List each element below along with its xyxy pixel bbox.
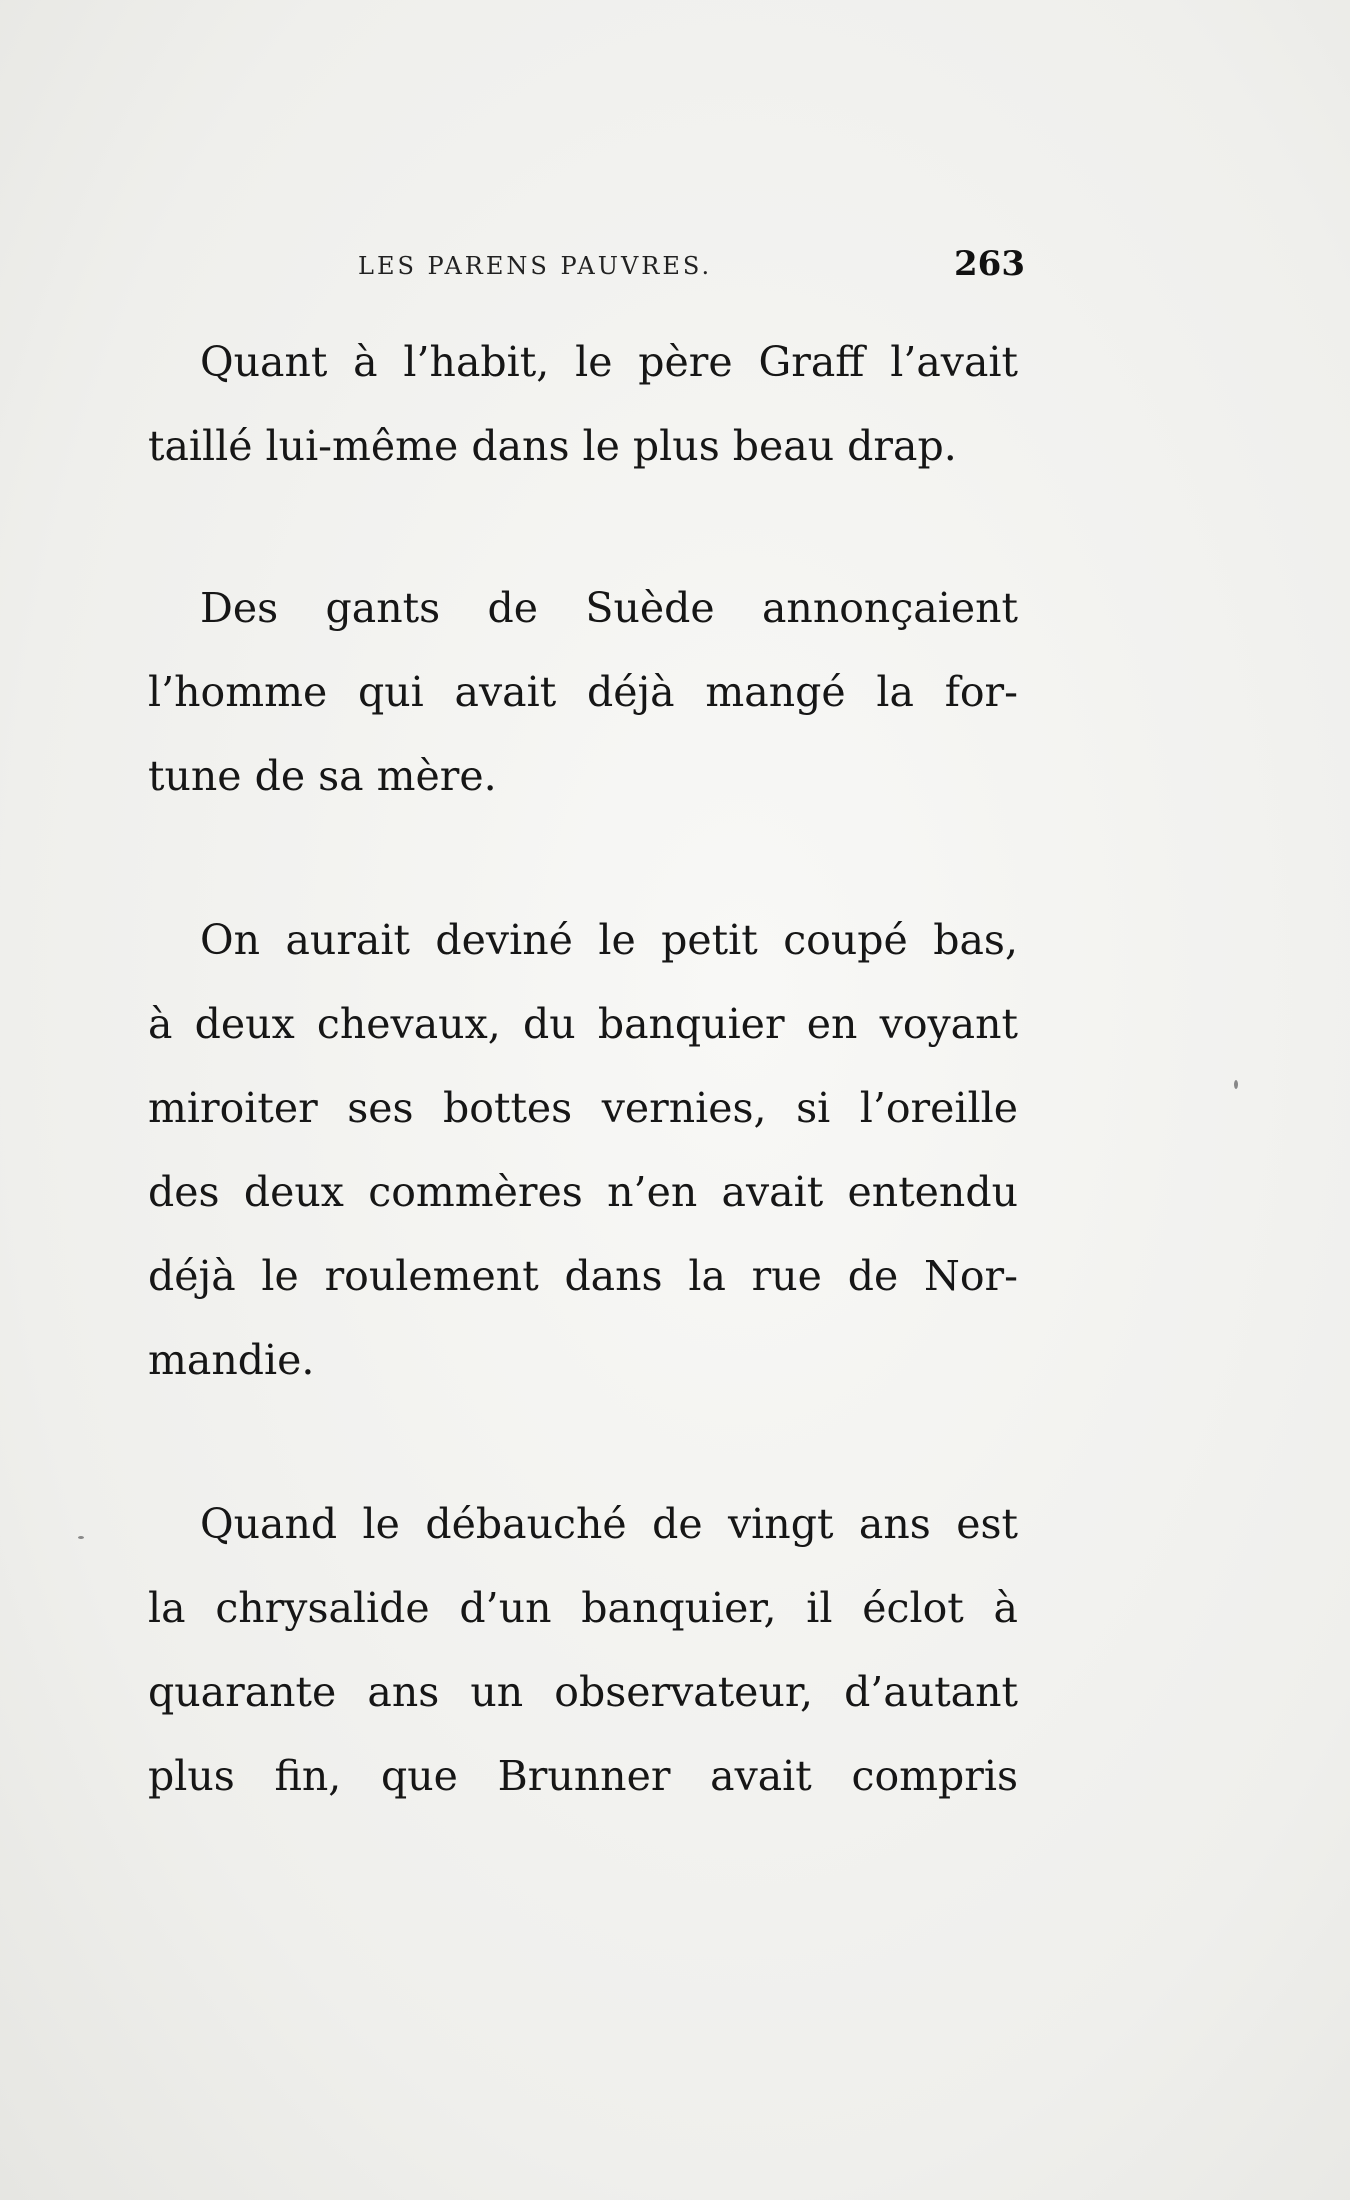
paragraph — [148, 1482, 1018, 1818]
text-line: quarante ans un observateur, d’autant — [148, 1668, 1018, 1716]
paragraph — [148, 898, 1018, 1402]
text-line: taillé lui-même dans le plus beau drap. — [148, 422, 957, 470]
paragraph — [148, 320, 1018, 488]
page-number: 263 — [954, 244, 1025, 284]
running-title: LES PARENS PAUVRES. — [358, 252, 713, 280]
paragraph — [148, 566, 1018, 818]
ink-speck — [78, 1536, 84, 1539]
text-line: à deux chevaux, du banquier en voyant — [148, 1000, 1018, 1048]
running-head — [150, 244, 1025, 288]
text-line: Quand le débauché de vingt ans est — [200, 1500, 1018, 1548]
text-line: déjà le roulement dans la rue de Nor- — [148, 1252, 1018, 1300]
text-line: miroiter ses bottes vernies, si l’oreille — [148, 1084, 1018, 1132]
text-line: On aurait deviné le petit coupé bas, — [200, 916, 1018, 964]
text-line: l’homme qui avait déjà mangé la for- — [148, 668, 1018, 716]
text-line: la chrysalide d’un banquier, il éclot à — [148, 1584, 1018, 1632]
text-line: Des gants de Suède annonçaient — [200, 584, 1018, 632]
text-line: mandie. — [148, 1336, 315, 1384]
text-line: tune de sa mère. — [148, 752, 497, 800]
body-text — [148, 320, 1018, 1818]
ink-speck — [1234, 1080, 1238, 1089]
text-line: Quant à l’habit, le père Graff l’avait — [200, 338, 1018, 386]
text-line: plus fin, que Brunner avait compris — [148, 1752, 1018, 1800]
text-line: des deux commères n’en avait entendu — [148, 1168, 1018, 1216]
